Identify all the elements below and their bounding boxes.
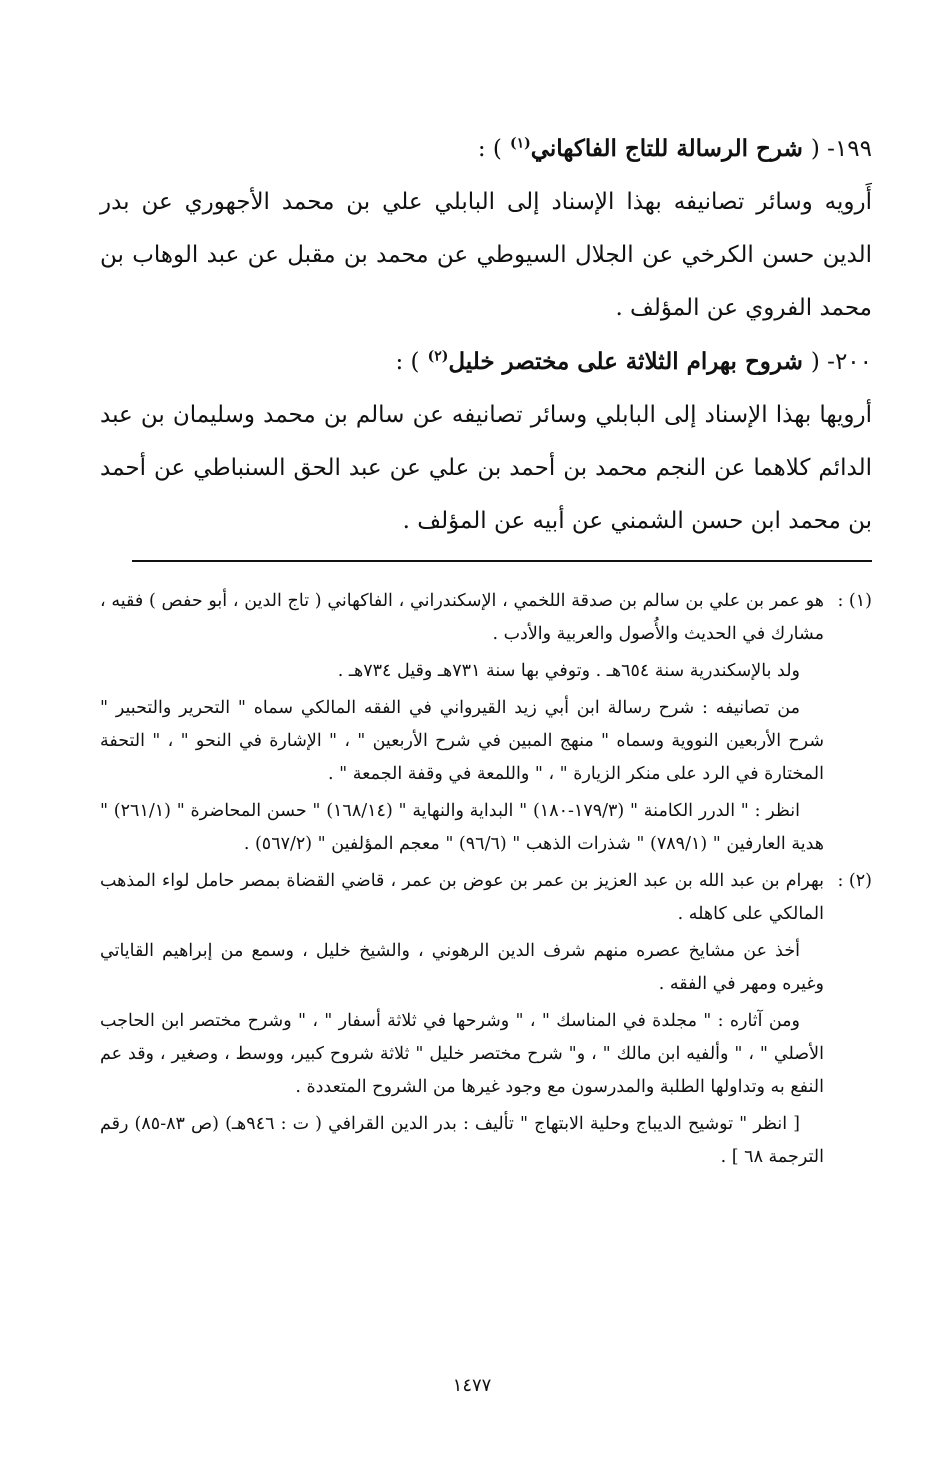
footnotes bbox=[100, 585, 872, 1178]
footnote-2-body bbox=[100, 865, 824, 1178]
entry-200-heading-end: ) : bbox=[395, 349, 420, 375]
entry-200-text: أرويها بهذا الإسناد إلى البابلي وسائر تصانيفه عن سالم بن محمد وسليمان بن عبد الدائم كلاهما عن النجم محمد بن أحمد بن علي عن عبد الحق السنباطي عن أحمد بن محمد ابن حسن الشمني عن أبيه عن المؤلف . bbox=[100, 402, 872, 534]
footnote-ref-2: (٢) bbox=[427, 348, 449, 365]
footnote-2 bbox=[100, 865, 872, 1178]
entry-199-heading bbox=[100, 122, 872, 176]
entry-199-text: أَرويه وسائر تصانيفه بهذا الإسناد إلى البابلي علي بن محمد الأجهوري عن بدر الدين حسن الكرخي عن الجلال السيوطي عن محمد بن مقبل عن عبد الوهاب بن محمد الفروي عن المؤلف . bbox=[100, 189, 872, 321]
main-text bbox=[100, 122, 872, 548]
footnote-1-body bbox=[100, 585, 824, 865]
entry-199-title: شرح الرسالة للتاج الفاكهاني bbox=[530, 135, 803, 162]
entry-199-heading-end: ) : bbox=[477, 136, 502, 162]
footnote-1-paragraph: انظر : " الدرر الكامنة " (١٧٩/٣-١٨٠) " البداية والنهاية " (١٦٨/١٤) " حسن المحاضرة " (٢٦١/١) " هدية العارفين " (٧٨٩/١) " شذرات الذهب " (٩٦/٦) " معجم المؤلفين " (٥٦٧/٢) . bbox=[100, 801, 824, 854]
footnote-2-number: (٢) : bbox=[837, 871, 872, 891]
footnote-ref-1: (١) bbox=[509, 135, 531, 152]
footnote-separator bbox=[132, 560, 872, 562]
footnote-2-paragraph: أخذ عن مشايخ عصره منهم شرف الدين الرهوني ، والشيخ خليل ، وسمع من إبراهيم القاياتي وغيره ومهر في الفقه . bbox=[100, 941, 824, 994]
footnote-2-paragraph: ومن آثاره : " مجلدة في المناسك " ، " وشرحها في ثلاثة أسفار " ، " وشرح مختصر ابن الحاجب الأصلي " ، " وألفيه ابن مالك " ، و" شرح مختصر خليل " ثلاثة شروح كبير، ووسط ، وصغير ، وقد عم النفع به وتداولها الطلبة والمدرسون مع وجود غيرها من الشروح المتعددة . bbox=[100, 1011, 824, 1097]
entry-199-number: ١٩٩- ( bbox=[810, 136, 872, 162]
entry-200-title: شروح بهرام الثلاثة على مختصر خليل bbox=[448, 348, 803, 375]
footnote-1-paragraph: ولد بالإسكندرية سنة ٦٥٤هـ . وتوفي بها سنة ٧٣١هـ وقيل ٧٣٤هـ . bbox=[337, 661, 800, 681]
footnote-1-paragraph: هو عمر بن علي بن سالم بن صدقة اللخمي ، الإسكندراني ، الفاكهاني ( تاج الدين ، أبو حفص ) فقيه ، مشارك في الحديث والأُصول والعربية والأدب . bbox=[100, 591, 824, 644]
footnote-1-paragraph: من تصانيفه : شرح رسالة ابن أبي زيد القيرواني في الفقه المالكي سماه " التحرير والتحبير " شرح الأربعين النووية وسماه " منهج المبين في شرح الأربعين " ، " الإشارة في النحو " ، " التحفة المختارة في الرد على منكر الزيارة " ، " واللمعة في وقفة الجمعة " . bbox=[100, 698, 824, 784]
entry-200-number: ٢٠٠- ( bbox=[810, 349, 872, 375]
page-number: ١٤٧٧ bbox=[452, 1375, 492, 1396]
footnote-2-paragraph: بهرام بن عبد الله بن عبد العزيز بن عمر بن عوض بن عمر ، قاضي القضاة بمصر حامل لواء المذهب المالكي على كاهله . bbox=[100, 871, 824, 924]
footnote-1-number: (١) : bbox=[837, 591, 872, 611]
footnote-2-paragraph: [ انظر " توشيح الديباج وحلية الابتهاج " تأليف : بدر الدين القرافي ( ت : ٩٤٦هـ) (ص ٨٣-٨٥) رقم الترجمة ٦٨ ] . bbox=[100, 1114, 824, 1167]
footnote-1 bbox=[100, 585, 872, 865]
entry-200-heading bbox=[100, 335, 872, 389]
